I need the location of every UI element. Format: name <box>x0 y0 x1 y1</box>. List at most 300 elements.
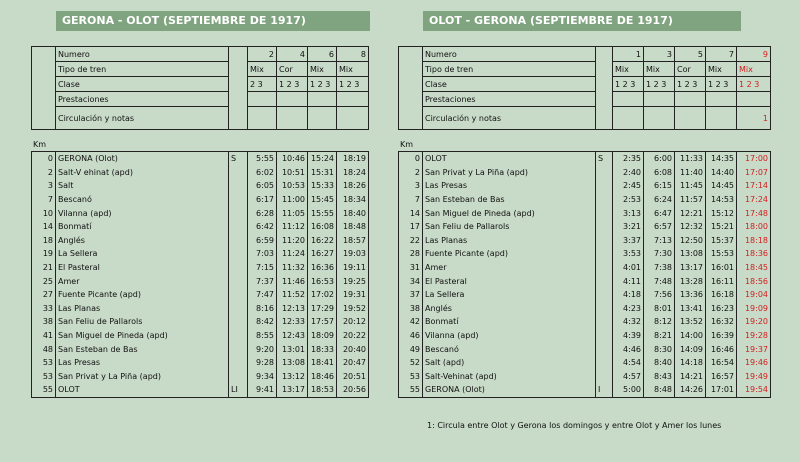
station-name: San Feliu de Pallarols <box>423 220 596 234</box>
departure-time: 20:56 <box>337 383 369 397</box>
departure-time: 18:45 <box>737 261 771 275</box>
left-train-number: 4 <box>277 47 308 62</box>
station-mark: S <box>596 152 613 166</box>
departure-time: 13:17 <box>277 383 308 397</box>
right-train-class: 1 2 3 <box>675 77 706 92</box>
station-mark <box>596 220 613 234</box>
station-mark <box>229 193 248 207</box>
right-cell <box>737 92 771 107</box>
right-train-number: 1 <box>613 47 644 62</box>
km-value: 3 <box>32 179 56 193</box>
left-schedule-row <box>32 342 369 356</box>
left-km-label: Km <box>33 140 47 149</box>
station-mark <box>596 302 613 316</box>
departure-time: 14:40 <box>706 166 737 180</box>
km-value: 0 <box>32 152 56 166</box>
station-mark <box>596 247 613 261</box>
station-mark <box>229 206 248 220</box>
left-cell <box>308 92 337 107</box>
departure-time: 18:33 <box>308 342 337 356</box>
station-mark <box>229 220 248 234</box>
station-mark <box>596 342 613 356</box>
station-name: Las Planas <box>423 234 596 248</box>
station-name: GERONA (Olot) <box>56 152 229 166</box>
departure-time: 17:48 <box>737 206 771 220</box>
departure-time: 16:36 <box>308 261 337 275</box>
km-value: 21 <box>32 261 56 275</box>
right-schedule-row <box>399 356 771 370</box>
right-train-note <box>644 107 675 130</box>
departure-time: 11:32 <box>277 261 308 275</box>
right-train-number: 7 <box>706 47 737 62</box>
departure-time: 4:18 <box>613 288 644 302</box>
right-schedule-row <box>399 220 771 234</box>
departure-time: 4:23 <box>613 302 644 316</box>
km-value: 42 <box>399 315 423 329</box>
departure-time: 4:32 <box>613 315 644 329</box>
right-schedule-row <box>399 152 771 166</box>
left-label-numero: Numero <box>56 47 229 62</box>
km-value: 38 <box>399 302 423 316</box>
km-value: 22 <box>399 234 423 248</box>
right-train-note <box>613 107 644 130</box>
left-train-number: 6 <box>308 47 337 62</box>
right-schedule-row <box>399 261 771 275</box>
departure-time: 18:09 <box>308 329 337 343</box>
left-train-number: 2 <box>248 47 277 62</box>
left-train-type: Mix <box>248 62 277 77</box>
left-train-class: 2 3 <box>248 77 277 92</box>
departure-time: 18:24 <box>337 166 369 180</box>
right-schedule-row <box>399 274 771 288</box>
left-label-clase: Clase <box>56 77 229 92</box>
departure-time: 13:28 <box>675 274 706 288</box>
left-train-note <box>277 107 308 130</box>
km-value: 14 <box>32 220 56 234</box>
departure-time: 18:19 <box>337 152 369 166</box>
departure-time: 16:39 <box>706 329 737 343</box>
left-schedule-row <box>32 288 369 302</box>
departure-time: 6:24 <box>644 193 675 207</box>
departure-time: 13:52 <box>675 315 706 329</box>
departure-time: 17:07 <box>737 166 771 180</box>
station-name: San Esteban de Bas <box>56 342 229 356</box>
station-name: Fuente Picante (apd) <box>56 288 229 302</box>
station-name: Las Presas <box>56 356 229 370</box>
right-schedule-row <box>399 193 771 207</box>
station-mark <box>596 261 613 275</box>
departure-time: 14:35 <box>706 152 737 166</box>
departure-time: 10:51 <box>277 166 308 180</box>
departure-time: 13:01 <box>277 342 308 356</box>
right-schedule-row <box>399 179 771 193</box>
station-name: Las Planas <box>56 302 229 316</box>
km-value: 19 <box>32 247 56 261</box>
left-schedule-row <box>32 179 369 193</box>
station-mark <box>596 370 613 384</box>
station-name: OLOT <box>56 383 229 397</box>
departure-time: 18:26 <box>337 179 369 193</box>
departure-time: 16:18 <box>706 288 737 302</box>
station-mark <box>229 342 248 356</box>
station-mark <box>596 179 613 193</box>
right-train-type: Mix <box>644 62 675 77</box>
departure-time: 17:01 <box>706 383 737 397</box>
station-mark: S <box>229 152 248 166</box>
departure-time: 18:34 <box>337 193 369 207</box>
km-value: 53 <box>32 356 56 370</box>
left-title: GERONA - OLOT (SEPTIEMBRE DE 1917) <box>56 11 370 31</box>
departure-time: 16:46 <box>706 342 737 356</box>
departure-time: 18:46 <box>308 370 337 384</box>
km-value: 31 <box>399 261 423 275</box>
left-label-circulacion: Circulación y notas <box>56 107 229 130</box>
km-value: 52 <box>399 356 423 370</box>
station-mark <box>596 329 613 343</box>
right-schedule-row <box>399 383 771 397</box>
departure-time: 8:40 <box>644 356 675 370</box>
departure-time: 18:00 <box>737 220 771 234</box>
station-mark <box>229 302 248 316</box>
station-mark <box>229 247 248 261</box>
departure-time: 19:54 <box>737 383 771 397</box>
station-mark <box>596 234 613 248</box>
departure-time: 7:37 <box>248 274 277 288</box>
right-schedule-row <box>399 329 771 343</box>
km-value: 55 <box>399 383 423 397</box>
departure-time: 6:08 <box>644 166 675 180</box>
right-schedule-row <box>399 166 771 180</box>
departure-time: 15:12 <box>706 206 737 220</box>
departure-time: 4:54 <box>613 356 644 370</box>
left-train-type: Mix <box>308 62 337 77</box>
departure-time: 6:02 <box>248 166 277 180</box>
departure-time: 4:46 <box>613 342 644 356</box>
departure-time: 2:40 <box>613 166 644 180</box>
station-name: OLOT <box>423 152 596 166</box>
left-schedule-row <box>32 329 369 343</box>
departure-time: 19:25 <box>337 274 369 288</box>
station-mark: I <box>596 383 613 397</box>
departure-time: 4:57 <box>613 370 644 384</box>
station-name: San Privat y La Piña (apd) <box>56 370 229 384</box>
right-km-label: Km <box>400 140 414 149</box>
departure-time: 13:08 <box>675 247 706 261</box>
departure-time: 19:46 <box>737 356 771 370</box>
left-schedule-row <box>32 193 369 207</box>
departure-time: 14:00 <box>675 329 706 343</box>
station-name: GERONA (Olot) <box>423 383 596 397</box>
station-name: Anglés <box>56 234 229 248</box>
km-value: 17 <box>399 220 423 234</box>
right-train-note <box>675 107 706 130</box>
right-train-number: 3 <box>644 47 675 62</box>
departure-time: 17:29 <box>308 302 337 316</box>
right-train-note: 1 <box>737 107 771 130</box>
right-train-class: 1 2 3 <box>613 77 644 92</box>
right-train-number: 5 <box>675 47 706 62</box>
departure-time: 6:15 <box>644 179 675 193</box>
station-name: La Sellera <box>423 288 596 302</box>
left-train-class: 1 2 3 <box>277 77 308 92</box>
departure-time: 6:17 <box>248 193 277 207</box>
departure-time: 7:56 <box>644 288 675 302</box>
station-mark <box>596 166 613 180</box>
station-mark <box>229 370 248 384</box>
station-name: San Miguel de Pineda (apd) <box>56 329 229 343</box>
station-name: Anglés <box>423 302 596 316</box>
departure-time: 7:13 <box>644 234 675 248</box>
departure-time: 18:48 <box>337 220 369 234</box>
right-train-number: 9 <box>737 47 771 62</box>
departure-time: 12:50 <box>675 234 706 248</box>
departure-time: 20:40 <box>337 342 369 356</box>
departure-time: 6:28 <box>248 206 277 220</box>
left-schedule-row <box>32 274 369 288</box>
departure-time: 9:34 <box>248 370 277 384</box>
footnote: 1: Circula entre Olot y Gerona los domingos y entre Olot y Amer los lunes <box>427 421 722 430</box>
left-header-spacer <box>32 47 56 130</box>
left-schedule-table <box>31 151 369 398</box>
left-label-prestaciones: Prestaciones <box>56 92 229 107</box>
departure-time: 11:05 <box>277 206 308 220</box>
departure-time: 11:46 <box>277 274 308 288</box>
station-name: Fuente Picante (apd) <box>423 247 596 261</box>
km-value: 7 <box>399 193 423 207</box>
right-label-circulacion: Circulación y notas <box>423 107 596 130</box>
departure-time: 19:31 <box>337 288 369 302</box>
departure-time: 15:45 <box>308 193 337 207</box>
km-value: 53 <box>32 370 56 384</box>
departure-time: 8:30 <box>644 342 675 356</box>
departure-time: 12:43 <box>277 329 308 343</box>
km-value: 14 <box>399 206 423 220</box>
departure-time: 8:16 <box>248 302 277 316</box>
departure-time: 8:43 <box>644 370 675 384</box>
departure-time: 20:22 <box>337 329 369 343</box>
right-train-type: Cor <box>675 62 706 77</box>
station-name: Bonmatí <box>423 315 596 329</box>
departure-time: 11:57 <box>675 193 706 207</box>
km-value: 28 <box>399 247 423 261</box>
station-mark <box>229 234 248 248</box>
km-value: 2 <box>399 166 423 180</box>
departure-time: 10:46 <box>277 152 308 166</box>
left-train-note <box>308 107 337 130</box>
departure-time: 18:40 <box>337 206 369 220</box>
departure-time: 9:20 <box>248 342 277 356</box>
right-train-type: Mix <box>706 62 737 77</box>
right-label-prestaciones: Prestaciones <box>423 92 596 107</box>
station-mark <box>596 274 613 288</box>
departure-time: 17:24 <box>737 193 771 207</box>
departure-time: 18:36 <box>737 247 771 261</box>
departure-time: 6:47 <box>644 206 675 220</box>
departure-time: 16:53 <box>308 274 337 288</box>
departure-time: 11:45 <box>675 179 706 193</box>
station-name: San Miguel de Pineda (apd) <box>423 206 596 220</box>
left-schedule-row <box>32 383 369 397</box>
left-schedule-row <box>32 234 369 248</box>
departure-time: 4:01 <box>613 261 644 275</box>
station-name: Bescanó <box>56 193 229 207</box>
left-label-tipo: Tipo de tren <box>56 62 229 77</box>
departure-time: 13:36 <box>675 288 706 302</box>
left-train-type: Cor <box>277 62 308 77</box>
right-label-tipo: Tipo de tren <box>423 62 596 77</box>
right-cell <box>613 92 644 107</box>
departure-time: 14:53 <box>706 193 737 207</box>
right-schedule-row <box>399 234 771 248</box>
station-name: Vilanna (apd) <box>423 329 596 343</box>
right-schedule-row <box>399 206 771 220</box>
station-mark <box>596 288 613 302</box>
departure-time: 16:01 <box>706 261 737 275</box>
km-value: 33 <box>32 302 56 316</box>
left-cell <box>337 92 369 107</box>
departure-time: 7:47 <box>248 288 277 302</box>
left-train-note <box>337 107 369 130</box>
left-train-class: 1 2 3 <box>337 77 369 92</box>
left-train-class: 1 2 3 <box>308 77 337 92</box>
km-value: 0 <box>399 152 423 166</box>
right-schedule-row <box>399 288 771 302</box>
right-label-clase: Clase <box>423 77 596 92</box>
right-label-numero: Numero <box>423 47 596 62</box>
departure-time: 11:33 <box>675 152 706 166</box>
departure-time: 15:53 <box>706 247 737 261</box>
departure-time: 17:02 <box>308 288 337 302</box>
departure-time: 19:52 <box>337 302 369 316</box>
departure-time: 5:00 <box>613 383 644 397</box>
right-train-class: 1 2 3 <box>706 77 737 92</box>
left-schedule-row <box>32 206 369 220</box>
departure-time: 17:00 <box>737 152 771 166</box>
left-schedule-row <box>32 315 369 329</box>
station-name: Bescanó <box>423 342 596 356</box>
departure-time: 16:57 <box>706 370 737 384</box>
departure-time: 11:52 <box>277 288 308 302</box>
right-schedule-row <box>399 315 771 329</box>
departure-time: 11:20 <box>277 234 308 248</box>
station-name: Salt <box>56 179 229 193</box>
departure-time: 6:57 <box>644 220 675 234</box>
departure-time: 15:55 <box>308 206 337 220</box>
departure-time: 12:33 <box>277 315 308 329</box>
station-name: Amer <box>423 261 596 275</box>
departure-time: 5:55 <box>248 152 277 166</box>
right-train-class: 1 2 3 <box>644 77 675 92</box>
departure-time: 6:00 <box>644 152 675 166</box>
station-name: El Pasteral <box>423 274 596 288</box>
departure-time: 16:22 <box>308 234 337 248</box>
departure-time: 13:41 <box>675 302 706 316</box>
departure-time: 20:12 <box>337 315 369 329</box>
departure-time: 14:45 <box>706 179 737 193</box>
left-train-number: 8 <box>337 47 369 62</box>
left-schedule-row <box>32 356 369 370</box>
departure-time: 9:28 <box>248 356 277 370</box>
right-train-note <box>706 107 737 130</box>
km-value: 38 <box>32 315 56 329</box>
station-name: Bonmatí <box>56 220 229 234</box>
departure-time: 7:30 <box>644 247 675 261</box>
station-name: El Pasteral <box>56 261 229 275</box>
departure-time: 15:31 <box>308 166 337 180</box>
departure-time: 16:54 <box>706 356 737 370</box>
departure-time: 2:35 <box>613 152 644 166</box>
station-mark <box>229 329 248 343</box>
left-train-type: Mix <box>337 62 369 77</box>
km-value: 41 <box>32 329 56 343</box>
left-schedule-row <box>32 302 369 316</box>
right-cell <box>675 92 706 107</box>
right-schedule-row <box>399 247 771 261</box>
km-value: 3 <box>399 179 423 193</box>
departure-time: 8:55 <box>248 329 277 343</box>
departure-time: 7:03 <box>248 247 277 261</box>
departure-time: 13:08 <box>277 356 308 370</box>
left-schedule-row <box>32 261 369 275</box>
departure-time: 19:49 <box>737 370 771 384</box>
station-mark <box>596 193 613 207</box>
departure-time: 15:21 <box>706 220 737 234</box>
station-mark <box>229 274 248 288</box>
departure-time: 14:09 <box>675 342 706 356</box>
left-schedule-row <box>32 166 369 180</box>
departure-time: 20:51 <box>337 370 369 384</box>
left-schedule-row <box>32 152 369 166</box>
departure-time: 15:24 <box>308 152 337 166</box>
km-value: 53 <box>399 370 423 384</box>
departure-time: 19:03 <box>337 247 369 261</box>
departure-time: 19:09 <box>737 302 771 316</box>
departure-time: 10:53 <box>277 179 308 193</box>
departure-time: 19:11 <box>337 261 369 275</box>
departure-time: 19:28 <box>737 329 771 343</box>
departure-time: 16:32 <box>706 315 737 329</box>
departure-time: 12:13 <box>277 302 308 316</box>
right-schedule-row <box>399 342 771 356</box>
km-value: 49 <box>399 342 423 356</box>
departure-time: 15:37 <box>706 234 737 248</box>
departure-time: 8:48 <box>644 383 675 397</box>
station-name: Salt (apd) <box>423 356 596 370</box>
right-header-table <box>398 46 771 130</box>
right-train-class: 1 2 3 <box>737 77 771 92</box>
departure-time: 2:53 <box>613 193 644 207</box>
left-schedule-row <box>32 370 369 384</box>
departure-time: 8:01 <box>644 302 675 316</box>
km-value: 10 <box>32 206 56 220</box>
left-header-gap <box>229 47 248 130</box>
departure-time: 12:21 <box>675 206 706 220</box>
departure-time: 7:38 <box>644 261 675 275</box>
station-mark <box>596 356 613 370</box>
station-mark <box>229 356 248 370</box>
right-title: OLOT - GERONA (SEPTIEMBRE DE 1917) <box>423 11 741 31</box>
km-value: 27 <box>32 288 56 302</box>
km-value: 18 <box>32 234 56 248</box>
left-schedule-row <box>32 247 369 261</box>
departure-time: 17:57 <box>308 315 337 329</box>
left-schedule-row <box>32 220 369 234</box>
departure-time: 7:48 <box>644 274 675 288</box>
departure-time: 19:37 <box>737 342 771 356</box>
left-header-table <box>31 46 369 130</box>
departure-time: 13:17 <box>675 261 706 275</box>
departure-time: 14:26 <box>675 383 706 397</box>
